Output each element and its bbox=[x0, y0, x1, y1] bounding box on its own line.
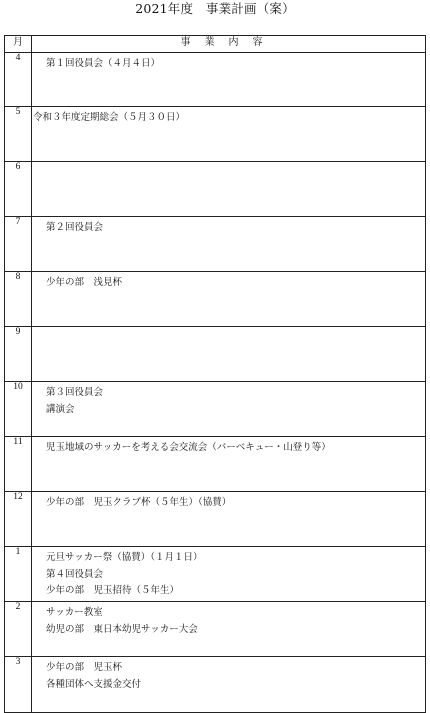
event-item: 児玉地域のサッカーを考える会交流会（バーベキュー・山登り等） bbox=[46, 442, 331, 453]
event-item: 元旦サッカー祭（協賛）（１月１日） bbox=[46, 552, 203, 563]
month-cell: 9 bbox=[5, 327, 32, 382]
month-cell: 1 bbox=[5, 547, 32, 602]
content-cell bbox=[32, 272, 426, 327]
content-cell bbox=[32, 53, 426, 107]
table-row bbox=[5, 162, 426, 217]
event-item: 少年の部 児玉杯 bbox=[46, 662, 123, 673]
table-row bbox=[5, 492, 426, 547]
content-cell bbox=[32, 162, 426, 217]
table-row bbox=[5, 272, 426, 327]
content-cell bbox=[32, 217, 426, 272]
month-cell: 3 bbox=[5, 657, 32, 713]
event-item: 第３回役員会 bbox=[46, 387, 104, 398]
event-item: 第４回役員会 bbox=[46, 568, 104, 580]
event-item: 少年の部 浅見杯 bbox=[46, 277, 123, 288]
table-row bbox=[5, 382, 426, 437]
month-cell: 12 bbox=[5, 492, 32, 547]
table-row bbox=[5, 437, 426, 492]
month-cell: 4 bbox=[5, 53, 32, 107]
event-item: 少年の部 児玉招待（５年生） bbox=[46, 585, 180, 596]
event-item: 講演会 bbox=[46, 403, 75, 415]
event-item: サッカー教室 bbox=[46, 607, 103, 618]
event-item: 幼児の部 東日本幼児サッカー大会 bbox=[46, 623, 198, 635]
table-row bbox=[5, 107, 426, 162]
content-cell bbox=[32, 437, 426, 492]
table-row bbox=[5, 657, 426, 713]
header-month: 月 bbox=[5, 36, 32, 53]
month-cell: 8 bbox=[5, 272, 32, 327]
table-row bbox=[5, 53, 426, 107]
content-cell bbox=[32, 657, 426, 713]
month-cell: 5 bbox=[5, 107, 32, 162]
content-cell bbox=[32, 492, 426, 547]
content-cell bbox=[32, 107, 426, 162]
content-cell bbox=[32, 602, 426, 657]
content-cell bbox=[32, 382, 426, 437]
event-item: 第１回役員会（４月４日） bbox=[46, 58, 161, 69]
month-cell: 11 bbox=[5, 437, 32, 492]
event-item: 令和３年度定期総会（５月３０日） bbox=[33, 112, 186, 123]
event-item: 各種団体へ支援金交付 bbox=[46, 678, 142, 690]
content-cell bbox=[32, 327, 426, 382]
content-cell bbox=[32, 547, 426, 602]
event-item: 少年の部 児玉クラブ杯（５年生）（協賛） bbox=[46, 497, 232, 508]
event-item: 第２回役員会 bbox=[46, 222, 104, 233]
table-row bbox=[5, 547, 426, 602]
table-row bbox=[5, 217, 426, 272]
plan-table bbox=[4, 35, 426, 713]
document-title: 2021年度 事業計画（案） bbox=[135, 1, 295, 16]
month-cell: 10 bbox=[5, 382, 32, 437]
table-row bbox=[5, 602, 426, 657]
plan-rows bbox=[5, 53, 426, 713]
header-content: 事業内容 bbox=[32, 36, 426, 53]
table-row bbox=[5, 327, 426, 382]
month-cell: 7 bbox=[5, 217, 32, 272]
month-cell: 2 bbox=[5, 602, 32, 657]
table-header-row bbox=[5, 36, 426, 53]
month-cell: 6 bbox=[5, 162, 32, 217]
